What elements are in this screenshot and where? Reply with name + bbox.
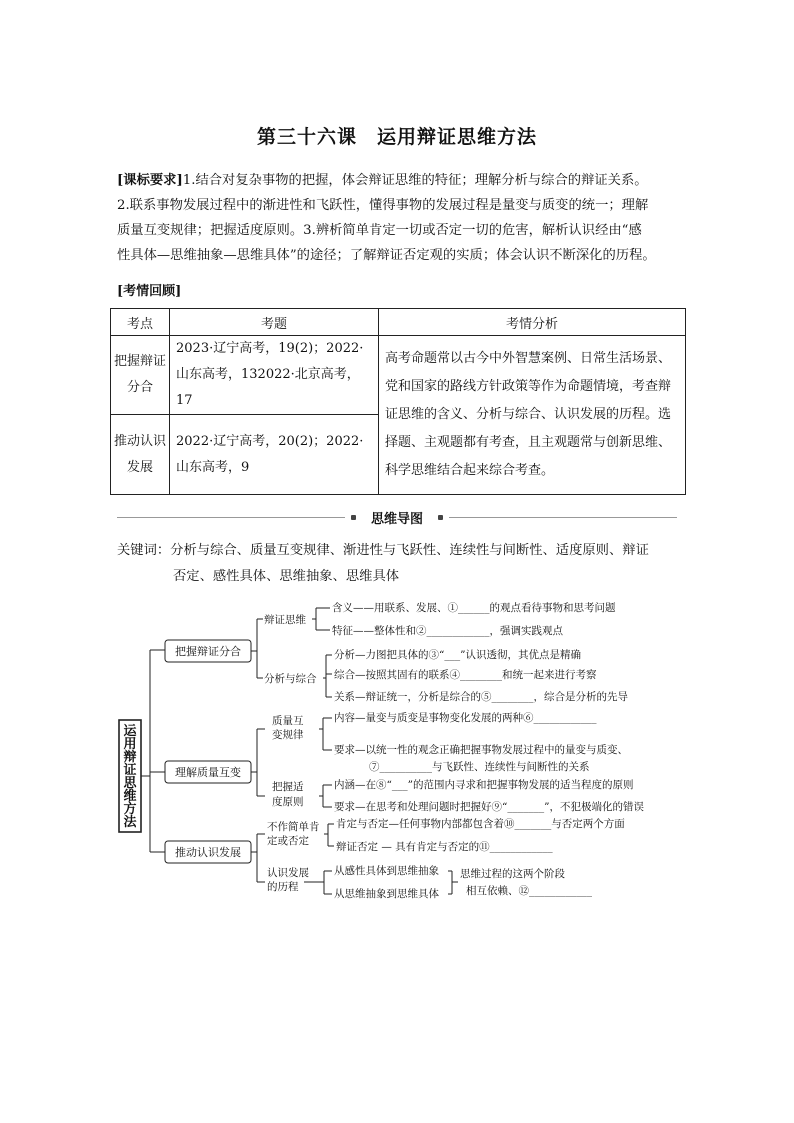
exam-review-header: [考情回顾] bbox=[117, 284, 182, 299]
keywords-line-1: 关键词：分析与综合、质量互变规律、渐进性与飞跃性、连续性与间断性、适度原则、辩证 bbox=[117, 543, 649, 558]
branch-label-3: 推动认识发展 bbox=[175, 846, 241, 859]
exam-questions: 2022·辽宁高考，20(2)；2022·山东高考，9 bbox=[170, 415, 379, 495]
column-header: 考题 bbox=[170, 309, 379, 336]
root-char: 证 bbox=[123, 763, 137, 778]
node-analysis-synthesis: 分析与综合 bbox=[264, 673, 317, 685]
keywords bbox=[117, 538, 683, 590]
column-header: 考情分析 bbox=[379, 309, 686, 336]
connector-b3 bbox=[251, 834, 265, 882]
node-negation: 不作简单肯 bbox=[267, 821, 320, 833]
requirement-tag: [课标要求] bbox=[117, 173, 183, 188]
connector-b2a bbox=[319, 718, 332, 750]
node-text: 要求—在思考和处理问题时把握好⑨“_______”，不犯极端化的错误 bbox=[334, 801, 644, 813]
requirement-line-1 bbox=[117, 168, 683, 193]
connector-b2b bbox=[319, 785, 332, 807]
node-law: 质量互 bbox=[272, 715, 304, 727]
root-char: 方 bbox=[123, 802, 137, 817]
exam-review-table bbox=[110, 308, 686, 495]
node-text: 相互依赖、⑫____________ bbox=[466, 885, 592, 897]
node-cognition: 的历程 bbox=[267, 881, 299, 893]
page-title: 第三十六课 运用辩证思维方法 bbox=[256, 126, 537, 148]
section-title: 思维导图 bbox=[370, 512, 423, 527]
node-text: 思维过程的这两个阶段 bbox=[460, 868, 565, 880]
exam-point: 把握辩证分合 bbox=[111, 336, 170, 415]
exam-point: 推动认识发展 bbox=[111, 415, 170, 495]
node-text: 从感性具体到思维抽象 bbox=[334, 865, 439, 877]
requirement-line-3: 质量互变规律；把握适度原则。3.辨析简单肯定一切或否定一切的危害，解析认识经由“感 bbox=[117, 223, 642, 238]
node-text: 从思维抽象到思维具体 bbox=[334, 888, 439, 900]
node-text: 内容—量变与质变是事物变化发展的两种⑥____________ bbox=[334, 712, 597, 724]
root-char: 用 bbox=[123, 737, 137, 752]
node-text: 辩证否定 — 具有肯定与否定的⑪____________ bbox=[336, 841, 553, 853]
node-text: 肯定与否定—任何事物内部都包含着⑩_______与否定两个方面 bbox=[336, 818, 625, 830]
requirement-line-2: 2.联系事物发展过程中的渐进性和飞跃性，懂得事物的发展过程是量变与质变的统一；理解 bbox=[117, 198, 649, 213]
root-char: 维 bbox=[123, 789, 137, 804]
root-char: 运 bbox=[123, 724, 137, 739]
root-char: 思 bbox=[123, 776, 137, 791]
root-connector bbox=[141, 650, 165, 852]
connector-b2 bbox=[251, 729, 265, 796]
section-divider bbox=[117, 508, 677, 528]
node-moderation: 把握适 bbox=[272, 781, 304, 793]
node-text: ⑦__________与飞跃性、连续性与间断性的关系 bbox=[369, 761, 590, 773]
node-text: 关系—辩证统一，分析是综合的⑤________，综合是分析的先导 bbox=[334, 691, 628, 703]
node-moderation: 度原则 bbox=[272, 796, 304, 808]
node-negation: 定或否定 bbox=[267, 835, 309, 847]
table-row bbox=[111, 336, 686, 415]
connector-b3b-right bbox=[448, 871, 458, 894]
node-text: 特征——整体性和②____________，强调实践观点 bbox=[332, 625, 563, 637]
node-text: 分析—力图把具体的③“___”认识透彻，其优点是精确 bbox=[334, 649, 581, 661]
keywords-line-2: 否定、感性具体、思维抽象、思维具体 bbox=[173, 569, 400, 584]
mind-map bbox=[0, 590, 794, 910]
branch-label-1: 把握辩证分合 bbox=[175, 645, 241, 658]
node-text: 要求—以统一性的观念正确把握事物发展过程中的量变与质变、 bbox=[334, 744, 628, 756]
requirement-text-1: 1.结合对复杂事物的把握，体会辩证思维的特征；理解分析与综合的辩证关系。 bbox=[182, 173, 648, 188]
exam-questions: 2023·辽宁高考，19(2)；2022·山东高考，132022·北京高考，17 bbox=[170, 336, 379, 415]
connector-b3a bbox=[324, 824, 334, 846]
root-char: 辩 bbox=[123, 750, 137, 765]
root-char: 法 bbox=[123, 815, 137, 830]
node-cognition: 认识发展 bbox=[267, 867, 309, 879]
requirement-line-4: 性具体—思维抽象—思维具体”的途径；了解辩证否定观的实质；体会认识不断深化的历程。 bbox=[117, 248, 656, 263]
node-law: 变规律 bbox=[272, 729, 304, 741]
table-header-row bbox=[111, 309, 686, 336]
exam-analysis: 高考命题常以古今中外智慧案例、日常生活场景、党和国家的路线方针政策等作为命题情境，考查辩证思维的含义、分析与综合、认识发展的历程。选择题、主观题都有考查，且主观题常与创新思维、科学思维结合起来综合考查。 bbox=[379, 336, 686, 495]
curriculum-requirements bbox=[117, 168, 683, 268]
node-dialectical-thinking: 辩证思维 bbox=[264, 614, 306, 626]
connector-b1 bbox=[251, 619, 263, 678]
column-header: 考点 bbox=[111, 309, 170, 336]
connector-b1b bbox=[323, 655, 332, 697]
branch-label-2: 理解质量互变 bbox=[175, 766, 241, 779]
connector-b1a bbox=[312, 608, 330, 630]
node-text: 含义——用联系、发展、①______的观点看待事物和思考问题 bbox=[332, 602, 616, 614]
node-text: 内涵—在⑧“___”的范围内寻求和把握事物发展的适当程度的原则 bbox=[334, 779, 634, 791]
node-text: 综合—按照其固有的联系④________和统一起来进行考察 bbox=[334, 669, 597, 681]
